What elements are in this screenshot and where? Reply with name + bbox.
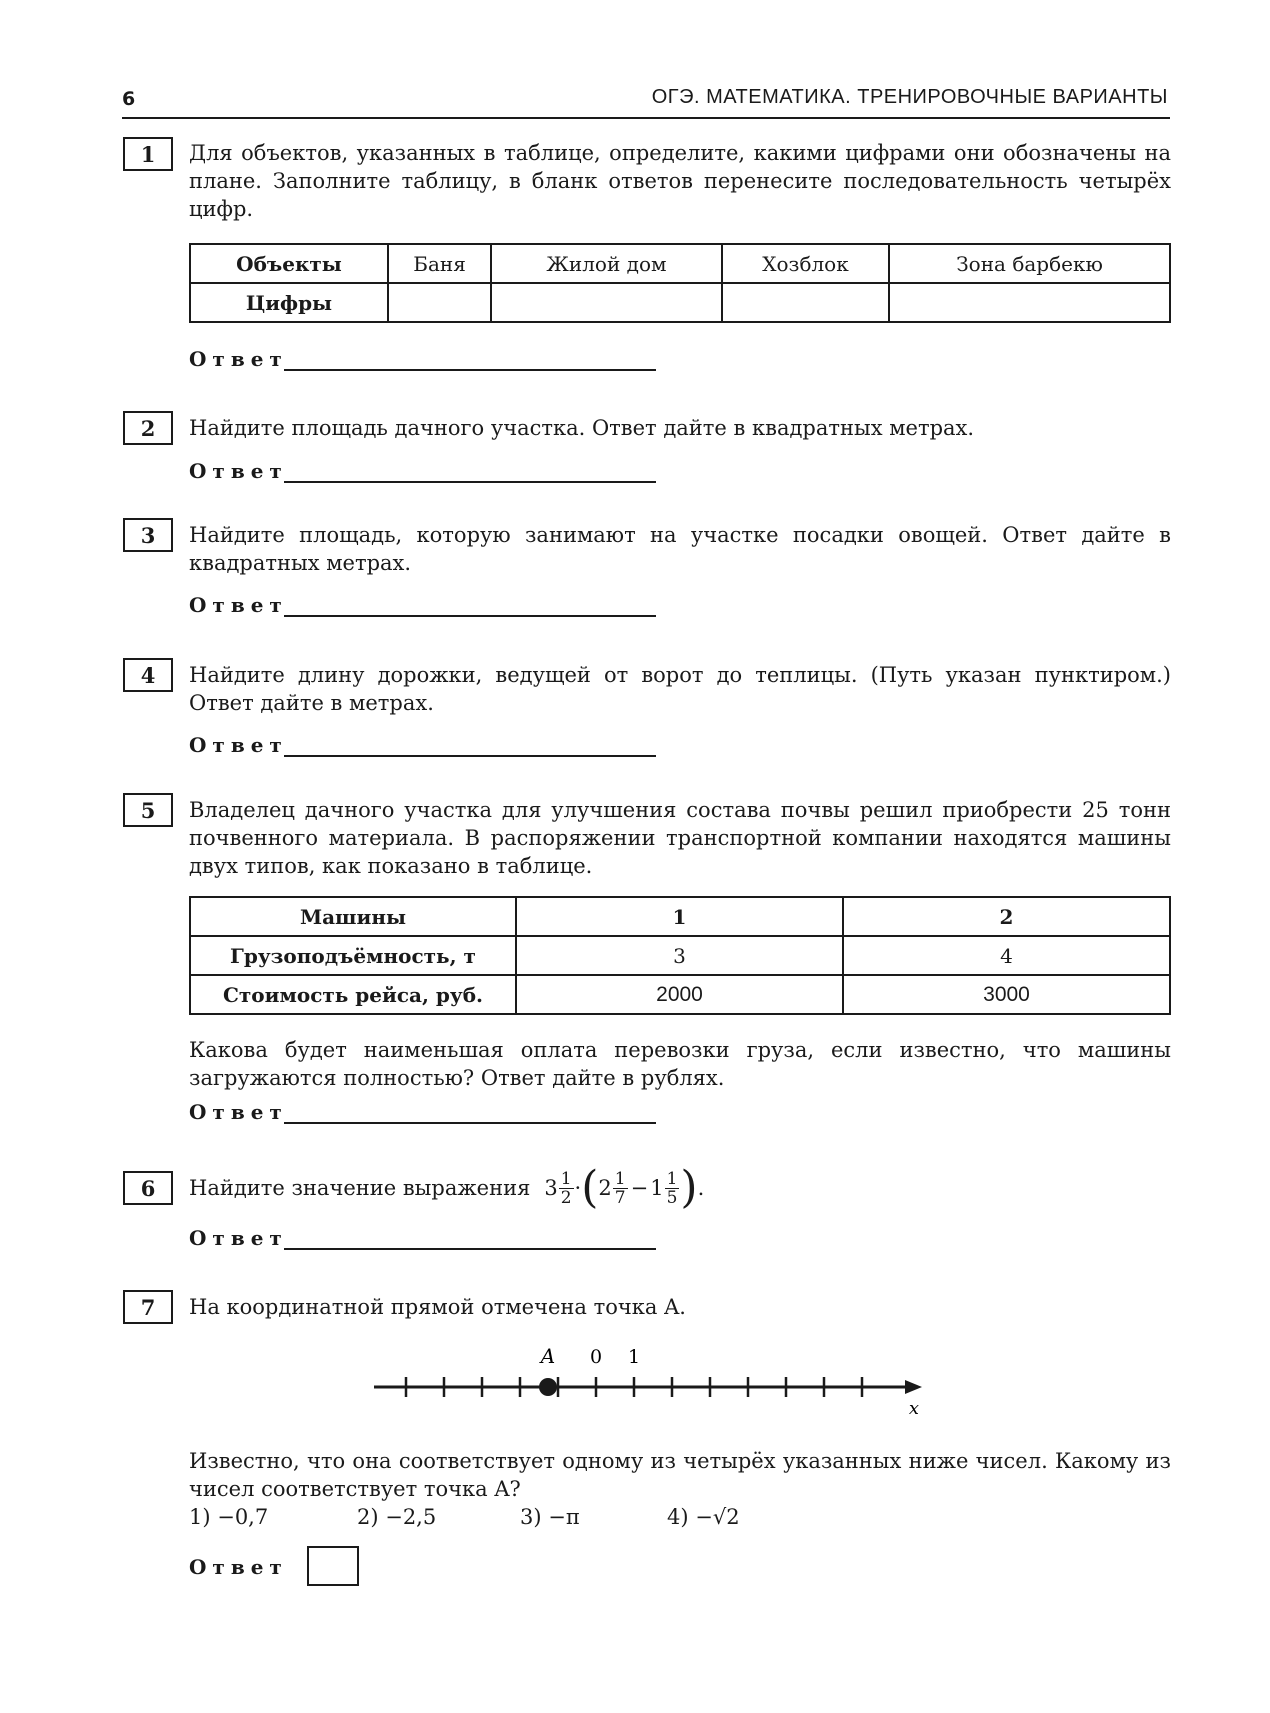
answer-label: Ответ <box>189 1555 288 1579</box>
option-2[interactable]: 2) −2,5 <box>357 1505 437 1529</box>
expr-whole-2: 2 <box>598 1176 612 1200</box>
object-house: Жилой дом <box>491 244 722 283</box>
option-3[interactable]: 3) −π <box>520 1505 580 1529</box>
cost-truck-2: 3000 <box>843 975 1170 1014</box>
object-bbq: Зона барбекю <box>889 244 1170 283</box>
digit-cell[interactable] <box>491 283 722 322</box>
cost-label: Стоимость рейса, руб. <box>190 975 516 1014</box>
answer-line-6[interactable] <box>284 1248 656 1250</box>
option-1[interactable]: 1) −0,7 <box>189 1505 269 1529</box>
one-label: 1 <box>627 1346 641 1368</box>
answer-label: Ответ <box>189 459 288 483</box>
number-line <box>360 1340 930 1420</box>
trucks-header: Машины <box>190 897 516 936</box>
header-divider <box>122 117 1170 119</box>
question-5-number: 5 <box>123 793 173 827</box>
object-banya: Баня <box>388 244 491 283</box>
question-6-line <box>189 1160 1171 1216</box>
fraction-2 <box>613 1170 628 1207</box>
question-6-number: 6 <box>123 1171 173 1205</box>
question-7-followup: Известно, что она соответствует одному из четырёх указанных ниже чисел. Какому из чисел соответствует точка A? <box>189 1449 1171 1501</box>
point-a-label: A <box>540 1344 556 1368</box>
numerator: 1 <box>614 1168 626 1189</box>
objects-table <box>189 243 1171 323</box>
answer-line-4[interactable] <box>284 755 656 757</box>
denominator: 7 <box>614 1187 626 1208</box>
expression <box>544 1162 705 1213</box>
digits-header: Цифры <box>190 283 388 322</box>
question-1-number: 1 <box>123 137 173 171</box>
expr-period: . <box>697 1176 705 1200</box>
fraction-3 <box>665 1170 680 1207</box>
denominator: 2 <box>560 1187 572 1208</box>
expr-dot: · <box>574 1176 582 1200</box>
denominator: 5 <box>666 1187 678 1208</box>
question-7-number: 7 <box>123 1290 173 1324</box>
answer-line-3[interactable] <box>284 615 656 617</box>
numerator: 1 <box>560 1168 572 1189</box>
digit-cell[interactable] <box>388 283 491 322</box>
expr-left-paren: ( <box>581 1162 599 1213</box>
answer-label: Ответ <box>189 593 288 617</box>
numerator: 1 <box>666 1168 678 1189</box>
option-4[interactable]: 4) −√2 <box>667 1505 740 1529</box>
question-3-number: 3 <box>123 518 173 552</box>
page-number: 6 <box>122 88 136 110</box>
object-shed: Хозблок <box>722 244 889 283</box>
answer-label: Ответ <box>189 1100 288 1124</box>
question-1-text: Для объектов, указанных в таблице, определите, какими цифрами они обозначены на плане. Заполните таблицу, в бланк ответов перенесите последовательность четырёх цифр. <box>189 141 1171 221</box>
answer-line-2[interactable] <box>284 481 656 483</box>
expr-whole-1: 3 <box>544 1176 558 1200</box>
zero-label: 0 <box>589 1346 603 1368</box>
capacity-truck-2: 4 <box>843 936 1170 975</box>
question-5-text: Владелец дачного участка для улучшения состава почвы решил приобрести 25 тонн почвенного материала. В распоряжении транспортной компании находятся машины двух типов, как показано в таблице. <box>189 798 1171 878</box>
fraction-1 <box>559 1170 574 1207</box>
axis-arrow-icon <box>905 1380 922 1394</box>
book-title: ОГЭ. МАТЕМАТИКА. ТРЕНИРОВОЧНЫЕ ВАРИАНТЫ <box>651 86 1168 108</box>
expr-right-paren: ) <box>680 1162 698 1213</box>
question-5-followup: Какова будет наименьшая оплата перевозки груза, если известно, что машины загружаются полностью? Ответ дайте в рублях. <box>189 1038 1171 1090</box>
digit-cell[interactable] <box>722 283 889 322</box>
answer-line-1[interactable] <box>284 369 656 371</box>
answer-label: Ответ <box>189 347 288 371</box>
question-2-text: Найдите площадь дачного участка. Ответ дайте в квадратных метрах. <box>189 416 975 440</box>
question-4-number: 4 <box>123 658 173 692</box>
question-6-text: Найдите значение выражения <box>189 1176 531 1200</box>
capacity-label: Грузоподъёмность, т <box>190 936 516 975</box>
cost-truck-1: 2000 <box>516 975 843 1014</box>
answer-line-5[interactable] <box>284 1122 656 1124</box>
question-7-text: На координатной прямой отмечена точка A. <box>189 1295 686 1319</box>
expr-minus: − <box>630 1176 649 1200</box>
x-axis-label: x <box>908 1398 920 1419</box>
point-a-marker <box>539 1378 557 1396</box>
question-2-number: 2 <box>123 411 173 445</box>
digit-cell[interactable] <box>889 283 1170 322</box>
question-3-text: Найдите площадь, которую занимают на участке посадки овощей. Ответ дайте в квадратных метрах. <box>189 523 1171 575</box>
answer-label: Ответ <box>189 733 288 757</box>
expr-whole-3: 1 <box>650 1176 664 1200</box>
answer-label: Ответ <box>189 1226 288 1250</box>
objects-header: Объекты <box>190 244 388 283</box>
capacity-truck-1: 3 <box>516 936 843 975</box>
truck-2-header: 2 <box>843 897 1170 936</box>
answer-box-7[interactable] <box>307 1546 359 1586</box>
question-4-text: Найдите длину дорожки, ведущей от ворот до теплицы. (Путь указан пунктиром.) Ответ дайте в метрах. <box>189 663 1171 715</box>
trucks-table <box>189 896 1171 1015</box>
truck-1-header: 1 <box>516 897 843 936</box>
